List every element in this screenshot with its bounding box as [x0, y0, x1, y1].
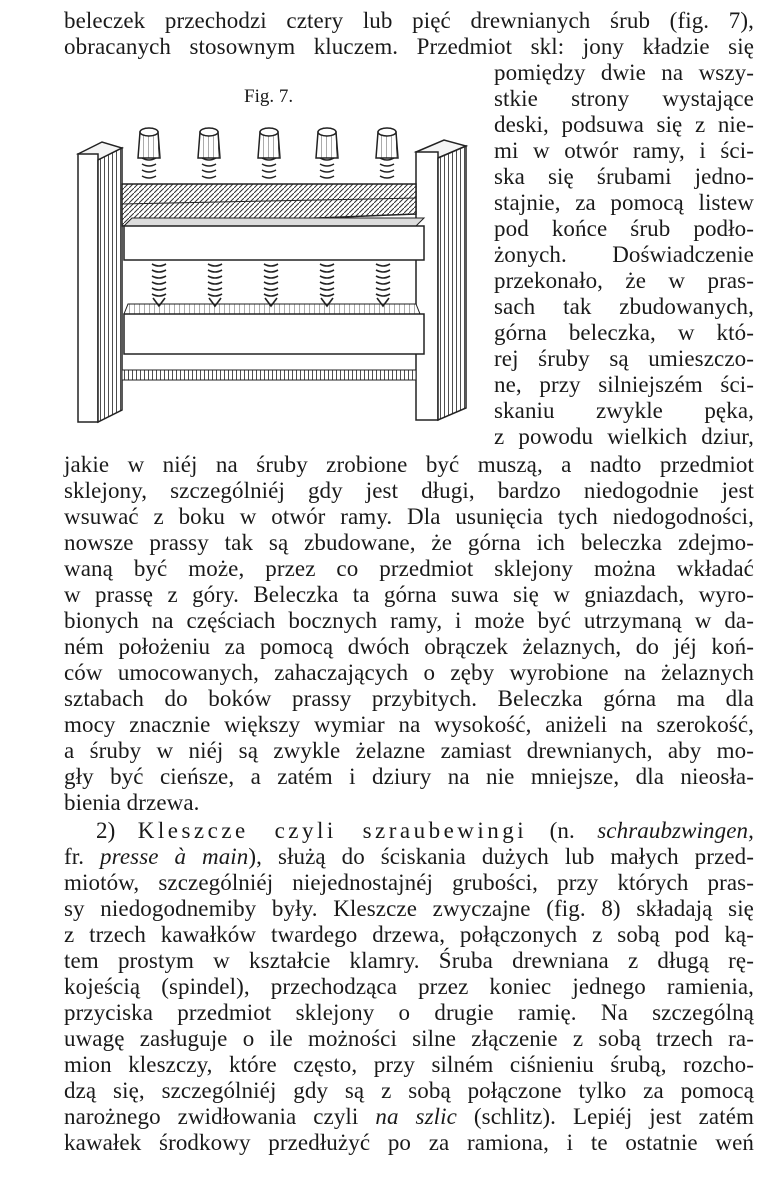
text-fragment: (n. [527, 818, 598, 843]
text-line: gły być cieńsze, a zatém i dziury na nie mniejsze, dla nieosła- [64, 764, 754, 789]
text-line: sy niedogodnemiby były. Kleszcze zwyczajne (fig. 8) składają się [64, 896, 754, 921]
text-line: z trzech kawałków twardego drzewa, połączonych z sobą pod ką- [64, 922, 754, 947]
text-line: beleczek przechodzi cztery lub pięć drewnianych śrub (fig. 7), [64, 8, 754, 33]
text-line: jakie w niéj na śruby zrobione być muszą, a nadto przedmiot [64, 452, 754, 477]
text-line: ska się śrubami jedno- [494, 164, 754, 189]
text-line: sztabach do boków prassy przybitych. Beleczka górna ma dla [64, 686, 754, 711]
press-illustration [64, 118, 484, 430]
text-line: przekonało, że w pras- [494, 268, 754, 293]
text-line: stkie strony wystające [494, 86, 754, 111]
text-line: kawałek środkowy przedłużyć po za ramiona, i te ostatnie weń [64, 1130, 754, 1155]
text-line: a śruby w niéj są zwykle żelazne zamiast drewnianych, aby mo- [64, 738, 754, 763]
text-line: obracanych stosownym kluczem. Przedmiot skl: jony kładzie się [64, 34, 754, 59]
text-line: sach tak zbudowanych, [494, 294, 754, 319]
text-fragment: narożnego zwidłowania czyli [64, 1104, 376, 1129]
text-line: pomiędzy dwie na wszy- [494, 60, 754, 85]
right-post [416, 140, 466, 420]
text-line: ców umocowanych, zahaczających o zęby wyrobione na żelaznych [64, 660, 754, 685]
text-line: kojeścią (spindel), przechodząca przez koniec jednego ramienia, [64, 974, 754, 999]
text-line: deski, podsuwa się z nie- [494, 112, 754, 137]
text-line [64, 1104, 754, 1130]
text-line: ném położeniu za pomocą dwóch obrączek żelaznych, do jéj koń- [64, 634, 754, 659]
text-line: w prassę z góry. Beleczka ta górna suwa się w gniazdach, wyro- [64, 582, 754, 607]
text-line: wsuwać z boku w otwór ramy. Dla usunięcia tych niedogodności, [64, 504, 754, 529]
text-line: sklejony, szczególniéj gdy jest długi, bardzo niedogodnie jest [64, 478, 754, 503]
text-line: uwagę zasługuje o ile możności silne złączenie z sobą trzech ra- [64, 1026, 754, 1051]
text-line [64, 844, 754, 870]
screw-heads [138, 128, 398, 178]
text-line: miotów, szczególniéj niejednostajnéj grubości, przy których pras- [64, 870, 754, 895]
text-line: pod końce śrub podło- [494, 216, 754, 241]
text-line: mi w otwór ramy, i ści- [494, 138, 754, 163]
screw-threads [152, 264, 390, 306]
italic-term: na szlic [375, 1104, 457, 1129]
middle-board [124, 218, 424, 260]
text-line: dzą się, szczególniéj gdy są z sobą połączone tylko za pomocą [64, 1078, 754, 1103]
figure-caption: Fig. 7. [244, 86, 294, 107]
text-line: stajnie, za pomocą listew [494, 190, 754, 215]
text-line: górna beleczka, w któ- [494, 320, 754, 345]
text-line: bienia drzewa. [64, 790, 200, 815]
text-line: mion kleszczy, które często, przy silném ciśnieniu śrubą, rozcho- [64, 1052, 754, 1077]
text-line: żonych. Doświadczenie [494, 242, 754, 267]
text-line: rej śruby są umieszczo- [494, 346, 754, 371]
german-term: schraubzwingen, [597, 818, 754, 843]
para2-heading-line [96, 818, 754, 844]
base-shadow [122, 370, 416, 380]
text-line: waną być może, przez co przedmiot sklejony można wkładać [64, 556, 754, 581]
text-line: ne, przy silniejszém ści- [494, 372, 754, 397]
para-number: 2) [96, 818, 138, 843]
term-spaced: Kleszcze czyli szraubewingi [137, 818, 528, 843]
text-line: bionych na częściach bocznych ramy, i może być utrzymaną w da- [64, 608, 754, 633]
text-fragment: fr. [64, 844, 101, 869]
text-line: z powodu wielkich dziur, [494, 424, 754, 449]
text-line: skaniu zwykle pęka, [494, 398, 754, 423]
text-fragment: (schlitz). Lepiéj jest zatém [456, 1104, 754, 1129]
french-term: presse à main [100, 844, 249, 869]
text-line: nowsze prassy tak są zbudowane, że górna ich beleczka zdejmo- [64, 530, 754, 555]
text-line: tem prostym w kształcie klamry. Śruba drewniana z długą rę- [64, 948, 754, 973]
text-line: przyciska przedmiot sklejony o drugie ramię. Na szczególną [64, 1000, 754, 1025]
text-fragment: ), służą do ściskania dużych lub małych przed- [248, 844, 754, 869]
text-line: mocy znacznie większy wymiar na wysokość, aniżeli na szerokość, [64, 712, 754, 737]
lower-board [124, 304, 424, 354]
left-post [78, 142, 122, 422]
